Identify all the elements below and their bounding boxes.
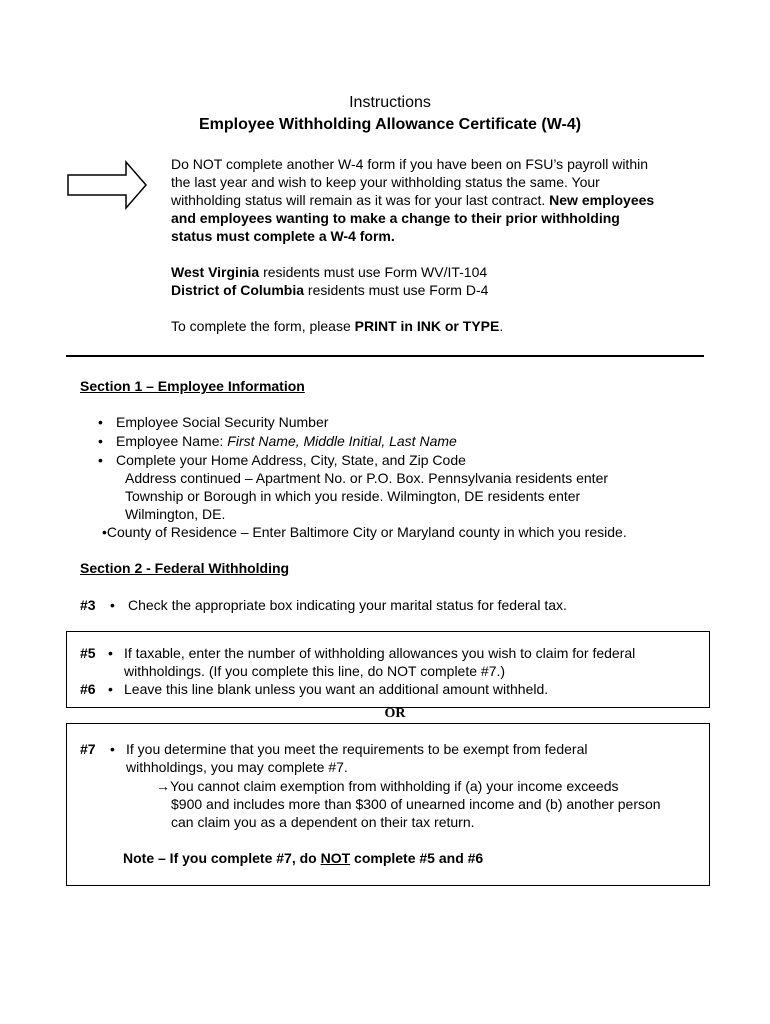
item-7-text: If you determine that you meet the requirements to be exempt from federal [126,741,588,757]
bullet-icon: • [98,452,103,468]
item-7-exemption-line: →You cannot claim exemption from withholding if (a) your income exceeds [156,778,619,794]
bullet-icon: • [98,414,103,430]
bullet-icon: • [110,741,115,757]
page-title: Instructions [349,94,431,111]
item-number: #7 [80,741,96,757]
wv-residents-note: West Virginia residents must use Form WV/IT-104 [171,264,488,280]
section-1-heading: Section 1 – Employee Information [80,378,305,394]
bullet-icon: • [108,645,113,661]
notice-line-3: withholding status will remain as it was for your last contract. New employees [171,192,655,208]
item-7-exemption-cont: can claim you as a dependent on their tax return. [171,814,475,830]
dc-residents-note: District of Columbia residents must use Form D-4 [171,282,489,298]
list-item: • Employee Social Security Number [98,414,329,430]
item-number: #6 [80,681,96,697]
item-7-exemption-cont: $900 and includes more than $300 of unearned income and (b) another person [171,796,661,812]
bullet-icon: • [110,597,115,613]
item-number: #3 [80,597,96,613]
list-item-continued: Address continued – Apartment No. or P.O. Box. Pennsylvania residents enter [125,470,609,486]
list-item: •County of Residence – Enter Baltimore City or Maryland county in which you reside. [102,524,627,540]
right-arrow-icon [66,160,148,210]
print-instruction: To complete the form, please PRINT in INK or TYPE. [171,318,504,334]
notice-line-1: Do NOT complete another W-4 form if you have been on FSU’s payroll within [171,156,648,172]
notice-line-5: status must complete a W-4 form. [171,228,395,244]
list-item: • Complete your Home Address, City, State, and Zip Code [98,452,466,468]
arrow-right-icon: → [156,778,170,794]
notice-line-2: the last year and wish to keep your withholding status the same. Your [171,174,600,190]
bullet-icon: • [98,433,103,449]
section-divider [66,355,704,357]
item-3-text: Check the appropriate box indicating your marital status for federal tax. [128,597,567,613]
list-item-continued: Township or Borough in which you reside. Wilmington, DE residents enter [125,488,581,504]
list-item: • Employee Name: First Name, Middle Initial, Last Name [98,433,457,449]
notice-line-4: and employees wanting to make a change to their prior withholding [171,210,620,226]
page-subtitle: Employee Withholding Allowance Certificate (W-4) [198,116,582,133]
or-separator: OR [384,706,406,721]
item-6-text: Leave this line blank unless you want an additional amount withheld. [124,681,549,697]
section-2-heading: Section 2 - Federal Withholding [80,560,290,576]
list-item-continued: Wilmington, DE. [125,506,226,522]
item-number: #5 [80,645,96,661]
bullet-icon: • [102,524,107,540]
item-5-text: If taxable, enter the number of withholding allowances you wish to claim for federal [124,645,636,661]
item-5-text-cont: withholdings. (If you complete this line, do NOT complete #7.) [124,663,506,679]
bullet-icon: • [108,681,113,697]
item-7-text-cont: withholdings, you may complete #7. [126,759,348,775]
exemption-note: Note – If you complete #7, do NOT complete #5 and #6 [123,850,484,866]
